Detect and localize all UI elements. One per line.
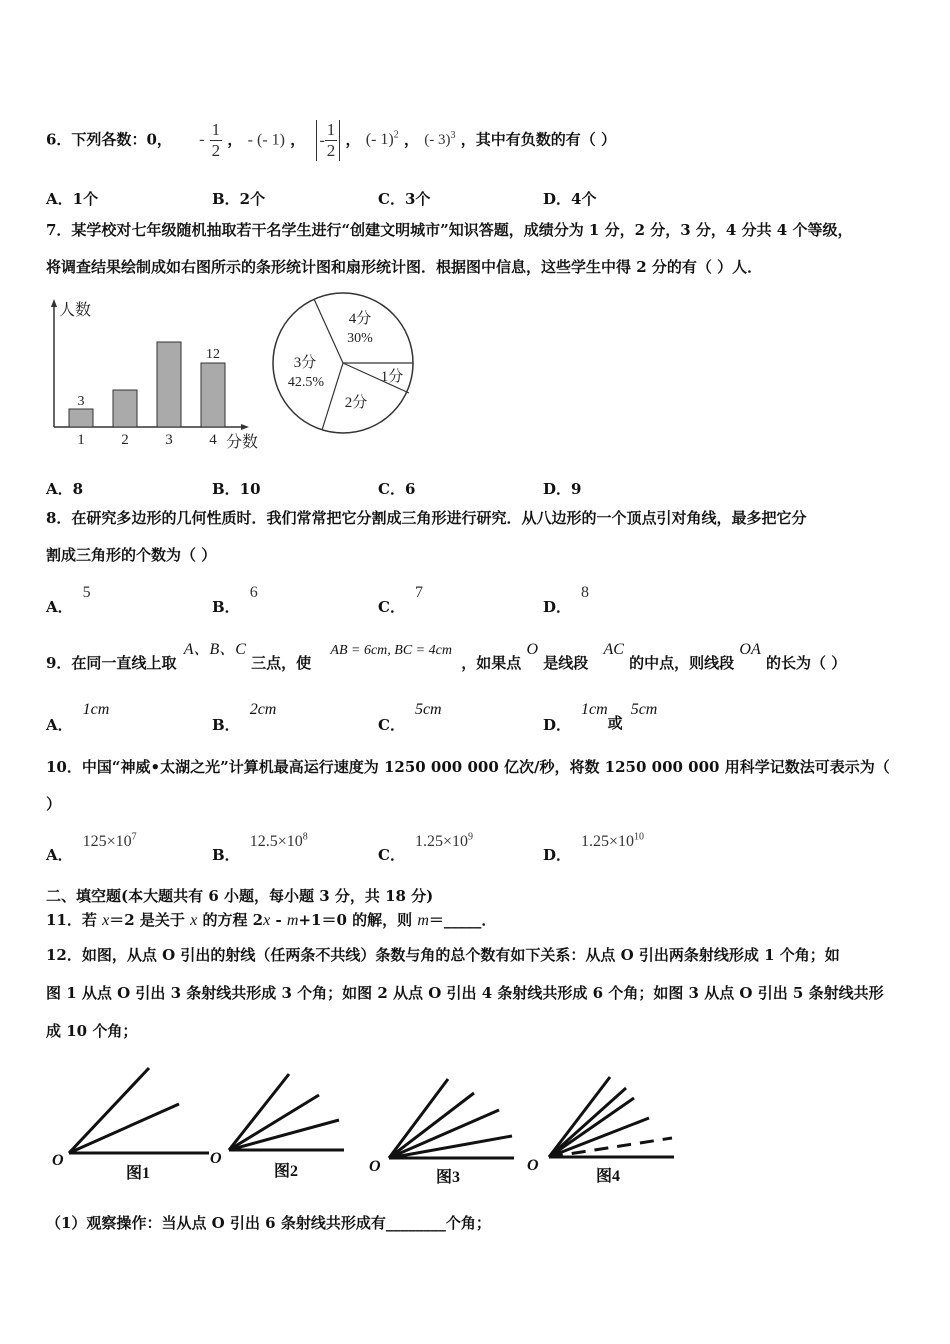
q11-b: ＝2 是关于 [109, 911, 191, 929]
section-2-heading: 二、填空题(本大题共有 6 小题，每小题 3 分，共 18 分) [46, 887, 434, 905]
q8-option-c-value: 7 [414, 584, 423, 601]
q6-sep2: ， [290, 130, 306, 149]
q9-option-d-label: D． [543, 716, 572, 734]
q7-option-c: C．6 [378, 480, 416, 498]
q12-figures [44, 1060, 694, 1190]
pie-label-2: 2分 [344, 395, 368, 411]
bar-chart-xlabel: 分数 [226, 434, 259, 451]
q12-fig3 [369, 1079, 514, 1186]
bar-chart-ylabel: 人数 [59, 302, 92, 319]
q9-option-a-value: 1cm [82, 701, 110, 718]
q6-abs-num: 1 [326, 120, 336, 140]
bar-4-value: 12 [206, 347, 220, 362]
bar-cat-4: 4 [209, 432, 217, 448]
q11-e: +1＝0 的解，则 [298, 911, 418, 929]
pie-pct-3: 42.5% [287, 375, 325, 390]
q9-option-a [46, 698, 109, 734]
q6-option-a: A．1个 [46, 190, 99, 208]
q8-option-d-label: D． [543, 598, 572, 616]
q10-option-c-value [415, 833, 473, 850]
q9-option-d-value: 1cm [581, 701, 608, 718]
q6-option-c: C．3个 [378, 190, 431, 208]
q10-option-a-value [83, 833, 137, 850]
q7-option-b: B．10 [212, 480, 261, 498]
q9-p5: 的中点，则线段 [629, 654, 735, 672]
q11-var-m: m [286, 912, 299, 929]
q9-option-d-extra: 5cm [630, 701, 658, 718]
q9-p4: 是线段 [543, 654, 589, 672]
q6-sep3: ， [345, 130, 361, 149]
q10-b-exp: 8 [302, 831, 308, 843]
fig2-ray-3 [229, 1095, 319, 1150]
q10-b-base: 12.5×10 [249, 833, 303, 850]
q10-c-base: 1.25×10 [414, 833, 468, 850]
q11-var-x2: x [190, 912, 198, 929]
q6-line [46, 116, 616, 161]
q9-line [46, 640, 846, 674]
q8-option-a-label: A． [46, 598, 73, 616]
q11-g: ． [481, 911, 497, 929]
fig2-ray-2 [229, 1120, 339, 1150]
q7-line2: 将调查结果绘制成如右图所示的条形统计图和扇形统计图．根据图中信息，这些学生中得 2 分的有（ ）人． [46, 258, 763, 276]
q6-abs-value [316, 120, 340, 162]
q6-tail: ，其中有负数的有（ ） [460, 130, 616, 149]
q6-neg-sign: - [199, 131, 205, 149]
q10-d-exp: 10 [634, 831, 645, 843]
q6-item4-exp: 2 [393, 130, 399, 141]
q8-option-b-label: B． [212, 598, 240, 616]
q10-option-b-label: B． [212, 846, 240, 864]
q9-option-b-label: B． [212, 716, 240, 734]
bar-1 [69, 409, 93, 427]
fig1-ray-mid [69, 1104, 179, 1153]
q9-point-o: O [526, 641, 538, 658]
q6-item4-base: (- 1) [365, 131, 394, 149]
fig4-origin-o: O [527, 1157, 539, 1174]
pie-label-4: 4分 [348, 311, 372, 327]
q8-option-a [46, 578, 91, 614]
bar-4 [201, 363, 225, 427]
q6-fraction [210, 120, 223, 161]
q12-line3: 成 10 个角； [46, 1022, 138, 1040]
q10-option-b-value [250, 833, 308, 850]
fig1-caption: 图1 [126, 1165, 151, 1182]
q6-item5 [424, 132, 455, 148]
q9-segment-oa: OA [739, 641, 761, 658]
q9-option-c-label: C． [378, 716, 405, 734]
q7-pie-chart [268, 290, 418, 440]
q6-item5-exp: 3 [450, 130, 456, 142]
q9-option-b-value: 2cm [249, 701, 277, 718]
fig4-ray-5 [549, 1088, 626, 1157]
q9-p2: 三点，使 [251, 654, 312, 672]
q11-c: 的方程 2 [197, 911, 264, 929]
q10-line2: ） [46, 795, 62, 813]
fig3-caption: 图3 [436, 1169, 461, 1186]
q8-option-c [378, 578, 423, 614]
q9-option-c [378, 698, 442, 734]
fig2-caption: 图2 [274, 1163, 299, 1180]
q6-sep4: ， [403, 130, 419, 149]
q10-option-d-label: D． [543, 846, 572, 864]
q8-option-b-value: 6 [249, 584, 258, 601]
q9-condition: AB = 6cm, BC = 4cm [330, 643, 452, 658]
q7-option-a: A．8 [46, 480, 84, 498]
q8-option-c-label: C． [378, 598, 405, 616]
q6-item4 [366, 131, 399, 148]
bar-2 [113, 390, 137, 427]
q9-points: A、B、C [183, 641, 246, 658]
q10-option-d [543, 828, 644, 864]
fig2-ray-top [229, 1074, 289, 1150]
q9-option-a-label: A． [46, 716, 73, 734]
q12-line2: 图 1 从点 O 引出 3 条射线共形成 3 个角；如图 2 从点 O 引出 4 条射线共形成 6 个角；如图 3 从点 O 引出 5 条射线共形 [46, 984, 884, 1002]
fig1-ray-top [69, 1068, 149, 1153]
q11-answer-blank[interactable]: _____ [443, 911, 482, 929]
q8-line2: 割成三角形的个数为（ ） [46, 546, 217, 564]
q8-option-d [543, 578, 589, 614]
q12-line1: 12．如图，从点 O 引出的射线（任两条不共线）条数与角的总个数有如下关系：从点 O 引出两条射线形成 1 个角；如 [46, 946, 840, 964]
q8-option-a-value: 5 [82, 584, 91, 601]
q6-item5-base: (- 3) [424, 132, 451, 149]
q10-option-a-label: A． [46, 846, 73, 864]
fig3-ray-2 [389, 1136, 512, 1158]
q8-line1: 8．在研究多边形的几何性质时．我们常常把它分割成三角形进行研究．从八边形的一个顶点引对角线，最多把它分 [46, 509, 807, 527]
q10-option-c [378, 828, 473, 864]
q6-option-d: D．4个 [543, 190, 597, 208]
q12-sub1: （1）观察操作：当从点 O 引出 6 条射线共形成有________个角； [46, 1214, 491, 1232]
q6-abs-den: 2 [326, 141, 336, 161]
q10-c-exp: 9 [467, 831, 473, 843]
fig1-origin-o: O [52, 1152, 64, 1169]
q8-option-d-value: 8 [581, 584, 590, 601]
q7-option-d: D．9 [543, 480, 582, 498]
fig4-caption: 图4 [596, 1168, 621, 1185]
q11-a: 11．若 [46, 911, 103, 929]
bar-1-value: 3 [77, 394, 85, 409]
bar-chart-x-arrow [241, 424, 249, 430]
q11-var-x: x [102, 912, 110, 929]
pie-pct-4: 30% [347, 331, 373, 346]
q6-option-b: B．2个 [212, 190, 266, 208]
bar-cat-3: 3 [165, 432, 173, 448]
q9-option-b [212, 698, 276, 734]
q8-option-b [212, 578, 258, 614]
q9-p3: ，如果点 [461, 654, 522, 672]
q9-option-c-value: 5cm [414, 701, 442, 718]
q10-d-base: 1.25×10 [581, 833, 635, 850]
q7-bar-chart [42, 295, 272, 455]
q6-frac-den: 2 [211, 140, 221, 160]
q12-fig2 [210, 1074, 344, 1180]
q10-option-b [212, 828, 308, 864]
q11-d: - [270, 911, 287, 929]
q6-item2: - (- 1) [247, 131, 285, 149]
q6-abs-fraction [325, 120, 338, 161]
q6-sep1: ， [227, 130, 243, 149]
q10-a-base: 125×10 [82, 833, 132, 850]
q10-option-c-label: C． [378, 846, 405, 864]
q9-option-d [543, 698, 657, 734]
fig3-origin-o: O [369, 1158, 381, 1175]
bar-chart-y-arrow [51, 299, 57, 307]
pie-label-3: 3分 [293, 355, 317, 371]
q6-frac-num: 1 [211, 119, 221, 139]
q10-option-d-value [581, 833, 644, 850]
q10-option-a [46, 828, 137, 864]
bar-3 [157, 342, 181, 427]
q12-fig1 [52, 1068, 209, 1182]
q11-f: ＝ [428, 911, 444, 929]
bar-cat-2: 2 [121, 432, 129, 448]
bar-cat-1: 1 [77, 432, 85, 448]
q11-var-m2: m [417, 912, 429, 929]
q11-line [46, 913, 496, 929]
q6-stem: 6．下列各数：0， [46, 130, 172, 149]
q6-abs-minus: - [319, 131, 325, 149]
q12-fig4 [527, 1077, 674, 1185]
q11-var-x3: x [263, 912, 271, 929]
q7-line1: 7．某学校对七年级随机抽取若干名学生进行“创建文明城市”知识答题，成绩分为 1 分，2 分，3 分，4 分共 4 个等级， [46, 221, 853, 239]
q9-option-d-or: 或 [607, 714, 623, 732]
q10-a-exp: 7 [131, 831, 137, 843]
fig2-origin-o: O [210, 1150, 222, 1167]
q9-p1: 9．在同一直线上取 [46, 654, 177, 672]
q9-segment-ac: AC [603, 641, 624, 658]
q10-line1: 10．中国“神威•太湖之光”计算机最高运行速度为 1250 000 000 亿次/秒，将数 1250 000 000 用科学记数法可表示为（ [46, 758, 890, 776]
pie-label-1: 1分 [380, 369, 404, 385]
q9-p6: 的长为（ ） [765, 654, 847, 672]
